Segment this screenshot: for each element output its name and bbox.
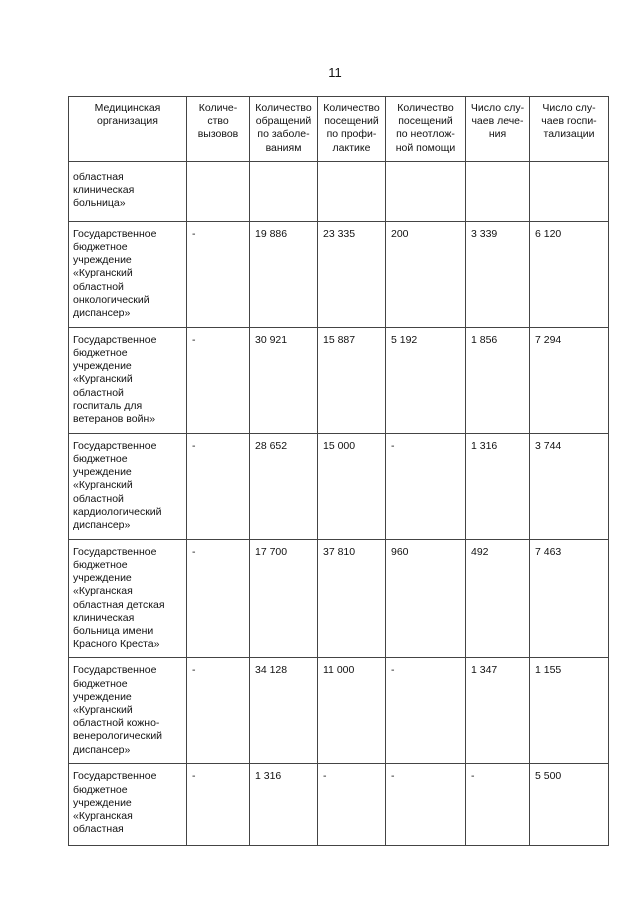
column-header — [318, 97, 386, 162]
organization-name-line: диспансер» — [73, 307, 131, 320]
column-header-line: организация — [96, 115, 158, 128]
organization-name-line: учреждение — [73, 466, 132, 479]
column-header-line: Количество — [255, 102, 312, 114]
organization-name-line: «Курганская — [73, 810, 133, 823]
column-header-line: Число слу- — [542, 102, 596, 114]
page-number: 11 — [328, 65, 342, 80]
organization-name-line: бюджетное — [73, 241, 128, 254]
organization-name-line: онкологический — [73, 293, 150, 306]
value-cell: 5 500 — [530, 764, 609, 846]
value-cell — [530, 161, 609, 221]
column-header — [187, 97, 250, 162]
value-cell: - — [187, 433, 250, 539]
organization-name-line: областной — [73, 280, 124, 293]
organization-name-line: «Курганская — [73, 585, 133, 598]
table-row — [69, 658, 609, 764]
organization-name-line: бюджетное — [73, 453, 128, 466]
table-row — [69, 539, 609, 658]
value-cell: 23 335 — [318, 221, 386, 327]
organization-name-line: диспансер» — [73, 743, 131, 756]
organization-name-line: диспансер» — [73, 519, 131, 532]
organization-name-line: учреждение — [73, 360, 132, 373]
table-header-row — [69, 97, 609, 162]
organization-name-line: областной — [73, 386, 124, 399]
organization-name-line: учреждение — [73, 796, 132, 809]
column-header-line: ваниям — [265, 141, 302, 154]
value-cell: 30 921 — [250, 327, 318, 433]
organization-name-line: Государственное — [73, 333, 157, 346]
organization-name-line: «Курганский — [73, 479, 133, 492]
value-cell — [250, 161, 318, 221]
value-cell: - — [318, 764, 386, 846]
column-header-line: Количество — [397, 102, 454, 114]
table-row — [69, 161, 609, 221]
organization-name-line: Государственное — [73, 770, 157, 783]
table-row — [69, 433, 609, 539]
value-cell: - — [386, 764, 466, 846]
organization-name-cell — [69, 658, 187, 764]
organization-name-line: больница» — [73, 197, 126, 210]
organization-name-cell — [69, 764, 187, 846]
table-row — [69, 764, 609, 846]
value-cell: - — [187, 658, 250, 764]
organization-name-line: «Курганский — [73, 704, 133, 717]
organization-name-line: бюджетное — [73, 677, 128, 690]
organization-name-cell — [69, 539, 187, 658]
value-cell: - — [466, 764, 530, 846]
column-header-line: Медицинская — [94, 102, 161, 114]
organization-name-line: бюджетное — [73, 559, 128, 572]
value-cell: 960 — [386, 539, 466, 658]
organization-name-cell — [69, 221, 187, 327]
column-header-line: обращений — [255, 115, 312, 128]
value-cell: 11 000 — [318, 658, 386, 764]
organization-name-line: Государственное — [73, 664, 157, 677]
organization-name-line: ветеранов войн» — [73, 413, 156, 426]
value-cell: 15 887 — [318, 327, 386, 433]
organization-name-line: кардиологический — [73, 505, 162, 518]
column-header-line: чаев лече- — [471, 115, 524, 128]
organization-name-line: клиническая — [73, 611, 135, 624]
value-cell: 1 316 — [250, 764, 318, 846]
value-cell — [187, 161, 250, 221]
column-header — [466, 97, 530, 162]
value-cell: - — [187, 539, 250, 658]
table-row — [69, 327, 609, 433]
organization-name-cell — [69, 327, 187, 433]
column-header — [250, 97, 318, 162]
organization-name-line: «Курганский — [73, 267, 133, 280]
value-cell: 200 — [386, 221, 466, 327]
table-row — [69, 221, 609, 327]
organization-name-line: «Курганский — [73, 373, 133, 386]
value-cell: 6 120 — [530, 221, 609, 327]
organization-name-line: Государственное — [73, 227, 157, 240]
value-cell: 3 744 — [530, 433, 609, 539]
column-header — [69, 97, 187, 162]
organization-name-line: областной кожно- — [73, 717, 160, 730]
value-cell: 492 — [466, 539, 530, 658]
column-header-line: Количество — [323, 102, 380, 114]
organization-name-line: клиническая — [73, 184, 135, 197]
column-header-line: Количе- — [198, 102, 238, 114]
organization-name-line: бюджетное — [73, 783, 128, 796]
column-header-line: вызовов — [197, 128, 239, 141]
value-cell: 34 128 — [250, 658, 318, 764]
value-cell: 1 347 — [466, 658, 530, 764]
organization-name-line: Красного Креста» — [73, 638, 160, 651]
value-cell: 1 316 — [466, 433, 530, 539]
organization-name-line: госпиталь для — [73, 399, 143, 412]
organization-name-line: областная — [73, 170, 124, 183]
value-cell: - — [187, 764, 250, 846]
column-header-line: посещений — [398, 115, 453, 128]
column-header-line: посещений — [324, 115, 379, 128]
column-header-line: по заболе- — [257, 128, 310, 141]
organization-name-line: учреждение — [73, 690, 132, 703]
column-header-line: по профи- — [326, 128, 377, 141]
organization-name-line: венерологический — [73, 730, 163, 743]
organization-name-line: областной — [73, 492, 124, 505]
value-cell: 19 886 — [250, 221, 318, 327]
organization-name-line: учреждение — [73, 572, 132, 585]
medical-organizations-table — [68, 96, 609, 846]
column-header — [386, 97, 466, 162]
organization-name-cell — [69, 161, 187, 221]
organization-name-line: областная — [73, 823, 124, 836]
value-cell: 3 339 — [466, 221, 530, 327]
column-header-line: ной помощи — [395, 141, 456, 154]
value-cell — [386, 161, 466, 221]
value-cell: - — [187, 221, 250, 327]
column-header-line: тализации — [543, 128, 595, 141]
value-cell: 17 700 — [250, 539, 318, 658]
value-cell: 37 810 — [318, 539, 386, 658]
value-cell: 7 463 — [530, 539, 609, 658]
organization-name-line: больница имени — [73, 625, 154, 638]
organization-name-line: областная детская — [73, 598, 165, 611]
value-cell — [466, 161, 530, 221]
organization-name-line: учреждение — [73, 254, 132, 267]
column-header-line: ство — [207, 115, 229, 128]
value-cell: 7 294 — [530, 327, 609, 433]
value-cell — [318, 161, 386, 221]
column-header-line: Число слу- — [470, 102, 525, 114]
organization-name-line: Государственное — [73, 545, 157, 558]
column-header — [530, 97, 609, 162]
organization-name-line: Государственное — [73, 439, 157, 452]
value-cell: 1 155 — [530, 658, 609, 764]
column-header-line: лактике — [332, 141, 371, 154]
value-cell: 1 856 — [466, 327, 530, 433]
value-cell: 15 000 — [318, 433, 386, 539]
column-header-line: чаев госпи- — [541, 115, 597, 128]
column-header-line: по неотлож- — [396, 128, 455, 141]
value-cell: - — [386, 433, 466, 539]
value-cell: 28 652 — [250, 433, 318, 539]
organization-name-line: бюджетное — [73, 347, 128, 360]
value-cell: - — [187, 327, 250, 433]
column-header-line: ния — [488, 128, 507, 141]
organization-name-cell — [69, 433, 187, 539]
value-cell: 5 192 — [386, 327, 466, 433]
value-cell: - — [386, 658, 466, 764]
